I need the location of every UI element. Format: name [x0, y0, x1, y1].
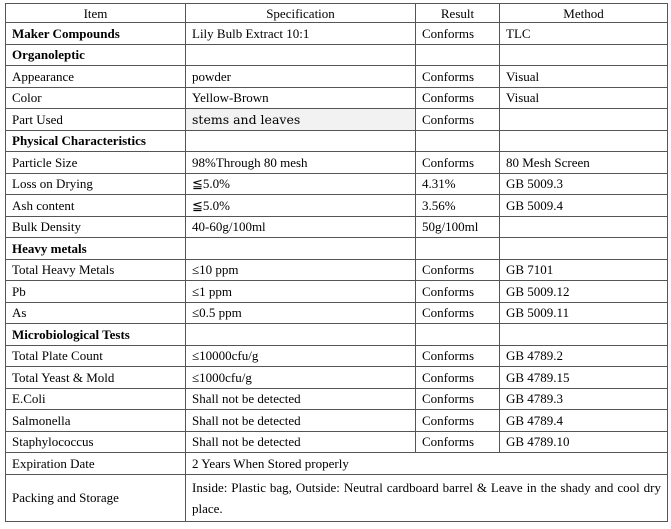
- section-title: Physical Characteristics: [6, 130, 186, 152]
- row-specification: stems and leaves: [186, 109, 416, 131]
- row-specification: Shall not be detected: [186, 388, 416, 410]
- row-specification: ≤10 ppm: [186, 259, 416, 281]
- row-specification: 40-60g/100ml: [186, 216, 416, 238]
- row-method: GB 4789.15: [500, 367, 668, 389]
- row-method: GB 5009.3: [500, 173, 668, 195]
- row-result: 3.56%: [416, 195, 500, 217]
- section-row-organoleptic: [6, 44, 668, 66]
- row-item: Maker Compounds: [6, 23, 186, 45]
- row-method: GB 7101: [500, 259, 668, 281]
- table-row: [6, 173, 668, 195]
- row-result: Conforms: [416, 23, 500, 45]
- expiration-row: [6, 453, 668, 475]
- row-result: Conforms: [416, 66, 500, 88]
- row-method: GB 4789.4: [500, 410, 668, 432]
- row-method: [500, 109, 668, 131]
- row-method: GB 4789.3: [500, 388, 668, 410]
- table-row: [6, 345, 668, 367]
- section-title: Microbiological Tests: [6, 324, 186, 346]
- row-result: Conforms: [416, 388, 500, 410]
- row-result: Conforms: [416, 367, 500, 389]
- row-result: Conforms: [416, 109, 500, 131]
- section-row-heavy-metals: [6, 238, 668, 260]
- section-title: Organoleptic: [6, 44, 186, 66]
- row-specification: 98%Through 80 mesh: [186, 152, 416, 174]
- packing-row: [6, 474, 668, 521]
- row-result: Conforms: [416, 281, 500, 303]
- row-specification: ≤1000cfu/g: [186, 367, 416, 389]
- row-specification: Inside: Plastic bag, Outside: Neutral cardboard barrel & Leave in the shady and cool dry place.: [186, 474, 668, 521]
- row-result: Conforms: [416, 152, 500, 174]
- row-result: 4.31%: [416, 173, 500, 195]
- row-item: Pb: [6, 281, 186, 303]
- row-specification: ≤0.5 ppm: [186, 302, 416, 324]
- row-item: Particle Size: [6, 152, 186, 174]
- row-result: 50g/100ml: [416, 216, 500, 238]
- header-result: Result: [416, 4, 500, 23]
- table-row: [6, 388, 668, 410]
- row-item: As: [6, 302, 186, 324]
- table-row: [6, 66, 668, 88]
- row-method: GB 4789.10: [500, 431, 668, 453]
- table-row: [6, 23, 668, 45]
- row-item: Packing and Storage: [6, 474, 186, 521]
- row-specification: powder: [186, 66, 416, 88]
- row-specification: ≤1 ppm: [186, 281, 416, 303]
- row-item: Bulk Density: [6, 216, 186, 238]
- table-row: [6, 87, 668, 109]
- row-method: [500, 216, 668, 238]
- row-specification: Lily Bulb Extract 10:1: [186, 23, 416, 45]
- row-item: Ash content: [6, 195, 186, 217]
- table-row: [6, 302, 668, 324]
- row-item: Part Used: [6, 109, 186, 131]
- row-item: Color: [6, 87, 186, 109]
- table-row: [6, 109, 668, 131]
- table-row: [6, 195, 668, 217]
- section-title: Heavy metals: [6, 238, 186, 260]
- row-method: GB 5009.12: [500, 281, 668, 303]
- row-specification: ≤10000cfu/g: [186, 345, 416, 367]
- row-specification: ≦5.0%: [186, 173, 416, 195]
- row-specification: Shall not be detected: [186, 410, 416, 432]
- specification-table: [5, 3, 668, 522]
- table-row: [6, 216, 668, 238]
- table-row: [6, 431, 668, 453]
- row-item: E.Coli: [6, 388, 186, 410]
- row-item: Expiration Date: [6, 453, 186, 475]
- row-result: Conforms: [416, 345, 500, 367]
- row-item: Salmonella: [6, 410, 186, 432]
- row-method: GB 4789.2: [500, 345, 668, 367]
- row-item: Staphylococcus: [6, 431, 186, 453]
- row-item: Total Heavy Metals: [6, 259, 186, 281]
- table-row: [6, 281, 668, 303]
- row-result: Conforms: [416, 410, 500, 432]
- row-method: Visual: [500, 66, 668, 88]
- header-item: Item: [6, 4, 186, 23]
- header-method: Method: [500, 4, 668, 23]
- header-specification: Specification: [186, 4, 416, 23]
- row-method: GB 5009.11: [500, 302, 668, 324]
- row-result: Conforms: [416, 302, 500, 324]
- table-row: [6, 259, 668, 281]
- row-method: Visual: [500, 87, 668, 109]
- row-item: Total Yeast & Mold: [6, 367, 186, 389]
- row-specification: Yellow-Brown: [186, 87, 416, 109]
- row-result: Conforms: [416, 431, 500, 453]
- row-method: 80 Mesh Screen: [500, 152, 668, 174]
- table-row: [6, 367, 668, 389]
- table-row: [6, 152, 668, 174]
- row-result: Conforms: [416, 259, 500, 281]
- row-item: Loss on Drying: [6, 173, 186, 195]
- section-row-physical: [6, 130, 668, 152]
- row-result: Conforms: [416, 87, 500, 109]
- row-item: Total Plate Count: [6, 345, 186, 367]
- row-method: GB 5009.4: [500, 195, 668, 217]
- row-specification: ≦5.0%: [186, 195, 416, 217]
- row-method: TLC: [500, 23, 668, 45]
- row-specification: Shall not be detected: [186, 431, 416, 453]
- section-row-microbiological: [6, 324, 668, 346]
- header-row: [6, 4, 668, 23]
- table-row: [6, 410, 668, 432]
- row-item: Appearance: [6, 66, 186, 88]
- row-specification: 2 Years When Stored properly: [186, 453, 668, 475]
